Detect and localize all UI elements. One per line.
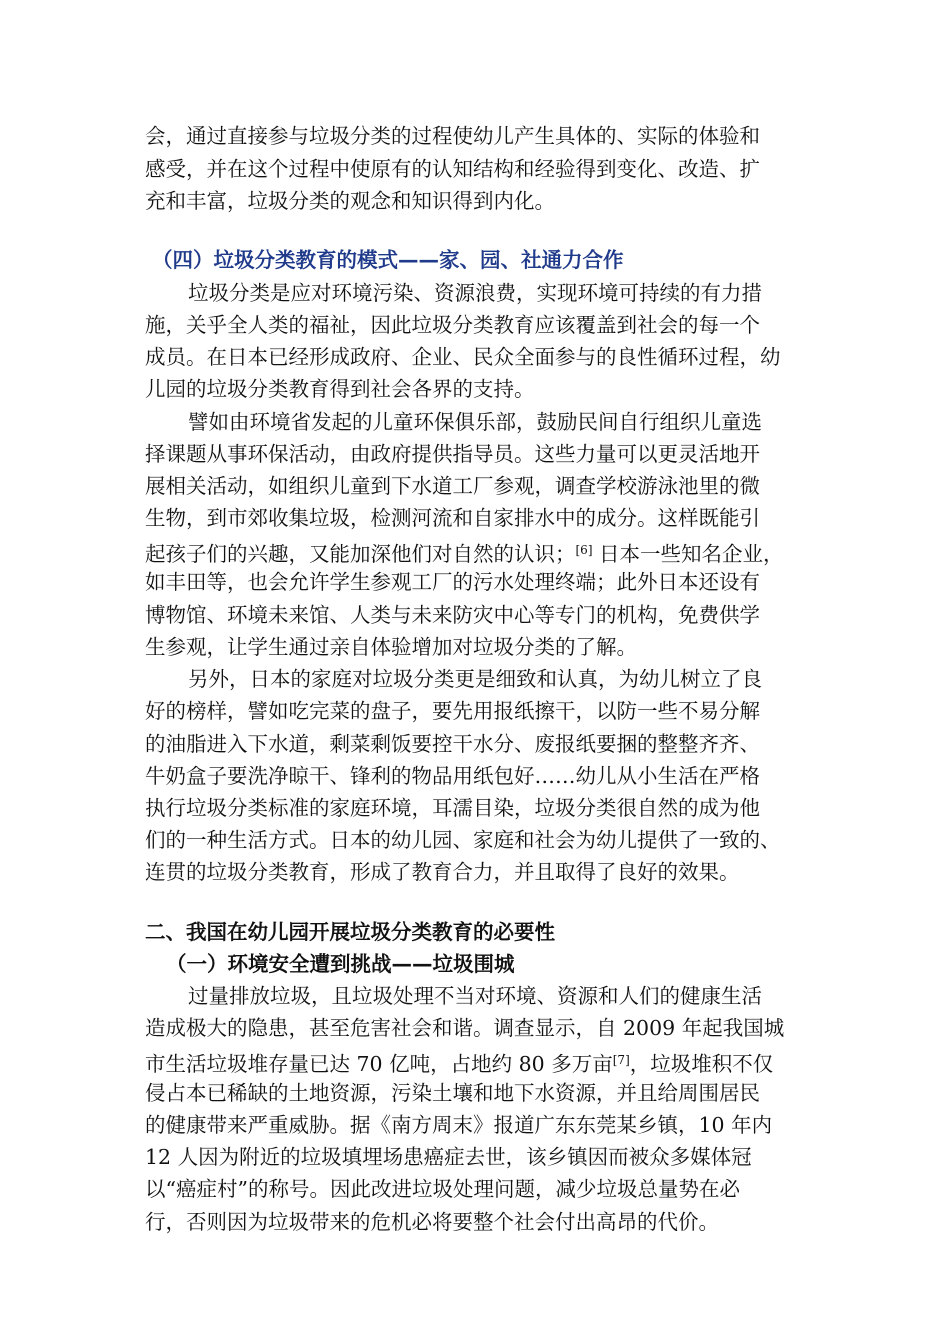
paragraph-line: 儿园的垃圾分类教育得到社会各界的支持。 [145,377,535,401]
paragraph-line: 执行垃圾分类标准的家庭环境，耳濡目染，垃圾分类很自然的成为他 [145,796,760,820]
paragraph-line: 生参观，让学生通过亲自体验增加对垃圾分类的了解。 [145,635,637,659]
paragraph-line: 展相关活动，如组织儿童到下水道工厂参观，调查学校游泳池里的微 [145,474,760,498]
paragraph-line: 博物馆、环境未来馆、人类与未来防灾中心等专门的机构，免费供学 [145,603,760,627]
paragraph-line: 以“癌症村”的称号。因此改进垃圾处理问题，减少垃圾总量势在必 [145,1177,740,1201]
citation-ref: [7] [612,1053,630,1067]
chapter-heading: 二、我国在幼儿园开展垃圾分类教育的必要性 [145,920,555,944]
paragraph-line: 如丰田等，也会允许学生参观工厂的污水处理终端；此外日本还设有 [145,570,760,594]
paragraph-line: 过量排放垃圾，且垃圾处理不当对环境、资源和人们的健康生活 [188,984,762,1008]
paragraph-line: 成员。在日本已经形成政府、企业、民众全面参与的良性循环过程，幼 [145,345,781,369]
paragraph-line: 的油脂进入下水道，剩菜剩饭要控干水分、废报纸要捆的整整齐齐、 [145,732,760,756]
paragraph-line: 12 人因为附近的垃圾填埋场患癌症去世，该乡镇因而被众多媒体冠 [145,1145,752,1169]
paragraph-line: 连贯的垃圾分类教育，形成了教育合力，并且取得了良好的效果。 [145,860,740,884]
paragraph-line: 好的榜样，譬如吃完菜的盘子，要先用报纸擦干，以防一些不易分解 [145,699,760,723]
paragraph-line: 择课题从事环保活动，由政府提供指导员。这些力量可以更灵活地开 [145,442,760,466]
section-heading-1: （一）环境安全遭到挑战——垃圾围城 [166,952,515,976]
paragraph-line: 行，否则因为垃圾带来的危机必将要整个社会付出高昂的代价。 [145,1210,719,1234]
paragraph-text: ，垃圾堆积不仅 [629,1052,774,1076]
section-heading-4: （四）垃圾分类教育的模式——家、园、社通力合作 [152,248,624,272]
paragraph-text: 日本一些知名企业， [592,542,784,566]
paragraph-line-with-citation [145,1045,773,1080]
paragraph-line: 垃圾分类是应对环境污染、资源浪费，实现环境可持续的有力措 [188,281,762,305]
paragraph-intro-line: 感受，并在这个过程中使原有的认知结构和经验得到变化、改造、扩 [145,157,760,181]
citation-ref: [6] [575,543,593,557]
paragraph-text: 起孩子们的兴趣，又能加深他们对自然的认识； [145,542,576,566]
paragraph-line: 牛奶盒子要洗净晾干、锋利的物品用纸包好……幼儿从小生活在严格 [145,764,760,788]
paragraph-line: 侵占本已稀缺的土地资源，污染土壤和地下水资源，并且给周围居民 [145,1081,760,1105]
paragraph-line: 造成极大的隐患，甚至危害社会和谐。调查显示，自 2009 年起我国城 [145,1016,785,1040]
paragraph-intro-line: 会，通过直接参与垃圾分类的过程使幼儿产生具体的、实际的体验和 [145,124,760,148]
paragraph-line: 们的一种生活方式。日本的幼儿园、家庭和社会为幼儿提供了一致的、 [145,828,781,852]
paragraph-line: 另外，日本的家庭对垃圾分类更是细致和认真，为幼儿树立了良 [188,667,762,691]
paragraph-text: 市生活垃圾堆存量已达 70 亿吨，占地约 80 多万亩 [145,1052,613,1076]
paragraph-line-with-citation [145,535,784,570]
paragraph-line: 生物，到市郊收集垃圾，检测河流和自家排水中的成分。这样既能引 [145,506,760,530]
paragraph-intro-line: 充和丰富，垃圾分类的观念和知识得到内化。 [145,189,555,213]
paragraph-line: 施，关乎全人类的福祉，因此垃圾分类教育应该覆盖到社会的每一个 [145,313,760,337]
paragraph-line: 譬如由环境省发起的儿童环保俱乐部，鼓励民间自行组织儿童选 [188,410,762,434]
paragraph-line: 的健康带来严重威胁。据《南方周末》报道广东东莞某乡镇，10 年内 [145,1113,773,1137]
